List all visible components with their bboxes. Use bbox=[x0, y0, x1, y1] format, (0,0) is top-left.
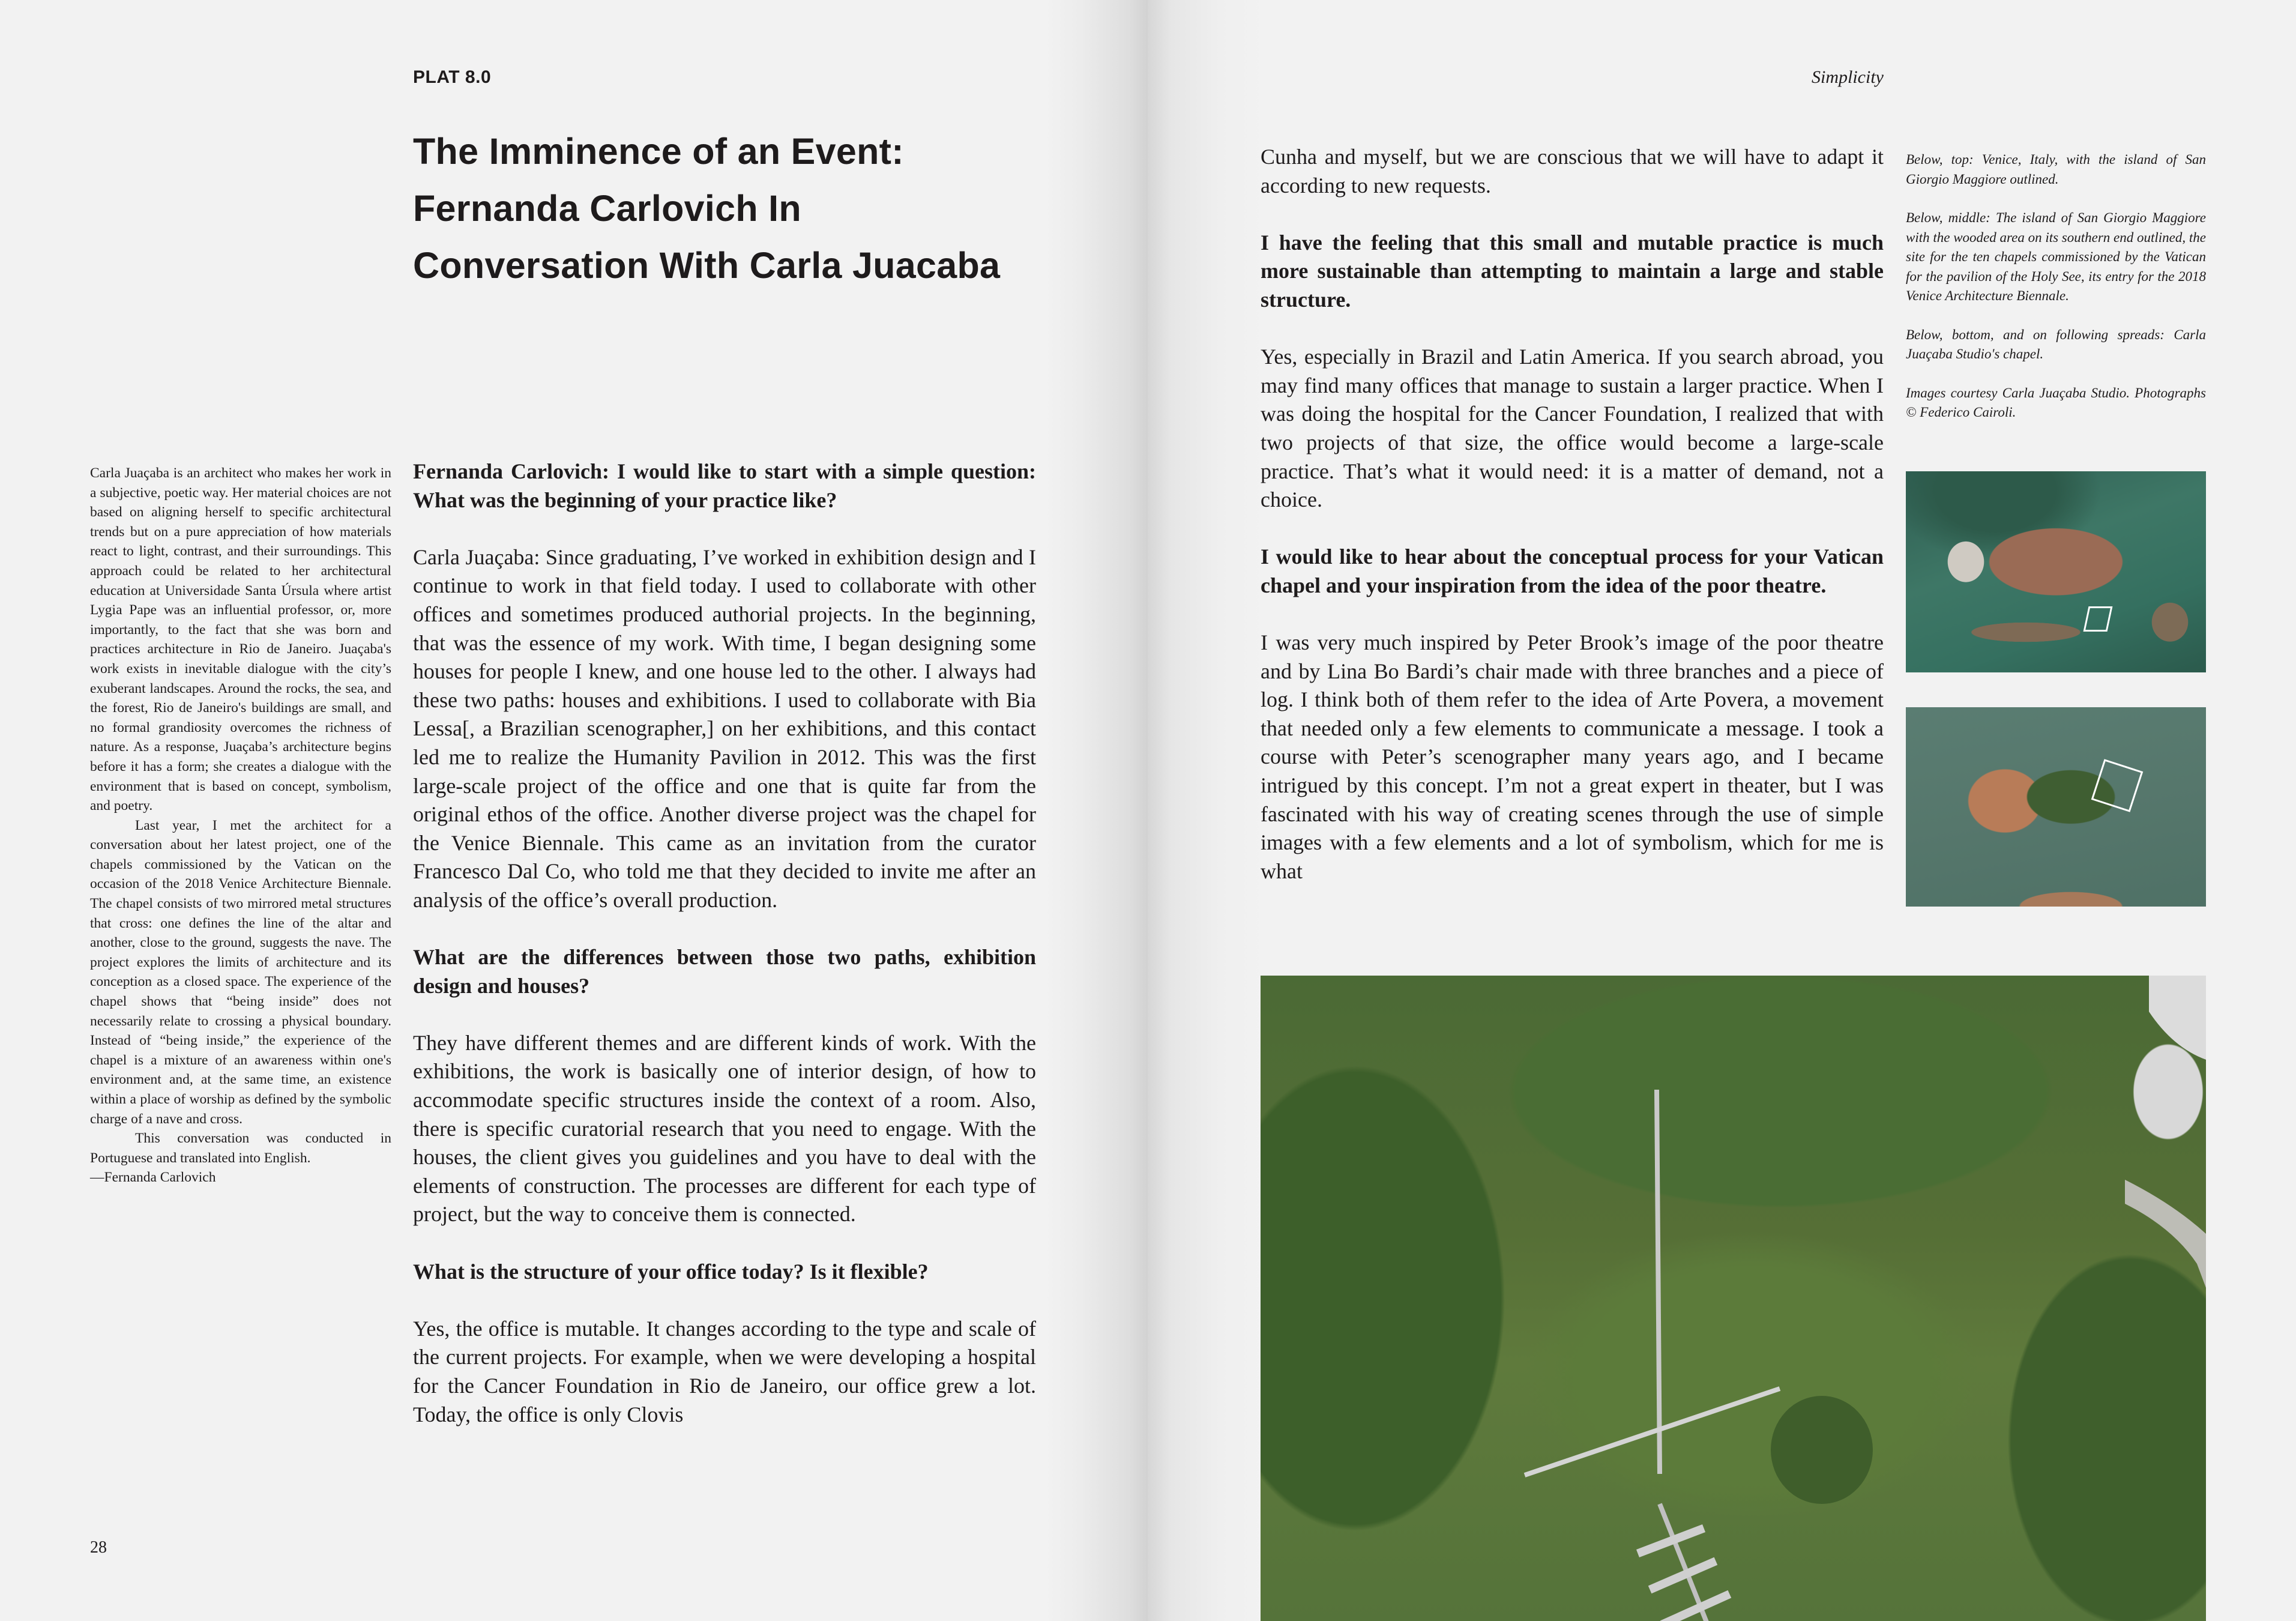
interview-answer: Carla Juaçaba: Since graduating, I’ve worked in exhibition design and I continue to work in that field today. I used to collaborate with other offices and sometimes produced authorial projects. In the beginning, that was the essence of my work. With time, I began designing some houses for people I knew, and one house led to the other. I always had these two paths: houses and exhibitions. I used to collaborate with Bia Lessa[, a Brazilian scenographer,] on her exhibitions, and this contact led me to realize the Humanity Pavilion in 2012. This was the first large-scale project of the office and one that is quite far from the original ethos of the office. Another diverse project was the chapel for the Venice Biennale. This came as an invitation from the curator Francesco Dal Co, who told me that they decided to invite me after an analysis of the office’s overall production. bbox=[413, 545, 1036, 912]
interview-answer: They have different themes and are different kinds of work. With the exhibitions, the work is basically one of interior design, of how to accommodate specific structures inside the context of a room. Also, there is specific curatorial research that you need to engage. With the houses, the client gives you guidelines and you have to deal with the elements of construction. The processes are different for each type of project, but the way to conceive them is connected. bbox=[413, 1030, 1036, 1227]
translation-note: This conversation was conducted in Portuguese and translated into English. bbox=[90, 1130, 391, 1166]
interview-question: What is the structure of your office today? Is it flexible? bbox=[413, 1259, 929, 1284]
interview-column-right bbox=[1261, 143, 1884, 914]
caption-top: Below, top: Venice, Italy, with the island of San Giorgio Maggiore outlined. bbox=[1906, 152, 2206, 187]
venice-aerial-photo bbox=[1906, 471, 2206, 672]
page-number: 28 bbox=[90, 1538, 107, 1557]
introduction-sidebar bbox=[90, 463, 391, 1188]
caption-middle: Below, middle: The island of San Giorgio Maggiore with the wooded area on its southern end outlined, the site for the ten chapels commissioned by the Vatican for the pavilion of the Holy See, its entry for the 2018 Venice Architecture Biennale. bbox=[1906, 210, 2206, 303]
interview-question: I have the feeling that this small and mutable practice is much more sustainable than attempting to maintain a large and stable structure. bbox=[1261, 230, 1884, 312]
interview-question: Fernanda Carlovich: I would like to start with a simple question: What was the beginning of your practice like? bbox=[413, 459, 1036, 512]
mirrored-cross-structure-icon bbox=[1261, 976, 2206, 1621]
interview-answer: Yes, the office is mutable. It changes according to the type and scale of the current projects. For example, when we were developing a hospital for the Cancer Foundation in Rio de Janeiro, our office grew a lot. Today, the office is only Clovis bbox=[413, 1316, 1036, 1426]
chapel-photo bbox=[1261, 976, 2206, 1621]
image-credits: Images courtesy Carla Juaçaba Studio. Photographs © Federico Cairoli. bbox=[1906, 385, 2206, 420]
interview-answer: Cunha and myself, but we are conscious that we will have to adapt it according to new requests. bbox=[1261, 145, 1884, 198]
san-giorgio-island-photo bbox=[1906, 707, 2206, 907]
intro-paragraph: Carla Juaçaba is an architect who makes her work in a subjective, poetic way. Her material choices are not based on aligning herself to specific architectural trends but on a pure appreciation of how materials react to light, contrast, and their surroundings. This approach could be related to her architectural education at Universidade Santa Úrsula where artist Lygia Pape was an influential professor, or, more importantly, to the fact that she was born and practices architecture in Rio de Janeiro. Juaçaba's work exists in inevitable dialogue with the city’s exuberant landscapes. Around the rocks, the sea, and the forest, Rio de Janeiro's buildings are small, and no formal grandiosity overcomes the richness of nature. As a response, Juaçaba’s architecture begins before it has a form; she creates a dialogue with the environment that is based on concept, symbolism, and poetry. bbox=[90, 465, 391, 814]
title-line: Conversation With Carla Juacaba bbox=[413, 245, 1001, 286]
interview-question: I would like to hear about the conceptual process for your Vatican chapel and your inspiration from the idea of the poor theatre. bbox=[1261, 545, 1884, 597]
intro-paragraph: Last year, I met the architect for a conversation about her latest project, one of the chapels commissioned by the Vatican on the occasion of the 2018 Venice Architecture Biennale. The chapel consists of two mirrored metal structures that cross: one defines the line of the altar and another, close to the ground, suggests the nave. The project explores the limits of architecture and its conception as a closed space. The experience of the chapel shows that “being inside” does not necessarily relate to crossing a physical boundary. Instead of “being inside,” the experience of the chapel is a mixture of an awareness within one's environment and, at the same time, an existence within a place of worship as defined by the symbolic charge of a nave and cross. bbox=[90, 817, 391, 1127]
interview-answer: I was very much inspired by Peter Brook’s image of the poor theatre and by Lina Bo Bardi’s chair made with three branches and a piece of log. I think both of them refer to the idea of Arte Povera, a movement that needed only a few elements to communicate a message. I took a course with Peter’s scenographer many years ago, and I became intrigued by this concept. I’m not a great expert in theater, but I was fascinated with his way of creating scenes through the use of simple images with a few elements and a lot of symbolism, which for me is what bbox=[1261, 630, 1884, 883]
title-line: The Imminence of an Event: bbox=[413, 131, 904, 172]
author-signature: —Fernanda Carlovich bbox=[90, 1170, 216, 1186]
article-title bbox=[413, 123, 1073, 294]
island-outline-marker bbox=[2084, 606, 2113, 632]
running-head-section: Simplicity bbox=[1812, 67, 1884, 87]
wooded-area-outline-marker bbox=[2091, 759, 2144, 812]
running-head-publication: PLAT 8.0 bbox=[413, 67, 492, 87]
interview-answer: Yes, especially in Brazil and Latin America. If you search abroad, you may find many offices that manage to sustain a larger practice. When I was doing the hospital for the Cancer Foundation, I realized that with two projects of that size, the office would become a large-scale practice. That’s what it would need: it is a matter of demand, not a choice. bbox=[1261, 345, 1884, 512]
interview-column-left bbox=[413, 457, 1036, 1458]
image-captions bbox=[1906, 150, 2206, 442]
interview-question: What are the differences between those two paths, exhibition design and houses? bbox=[413, 945, 1036, 998]
title-line: Fernanda Carlovich In bbox=[413, 188, 801, 229]
caption-bottom: Below, bottom, and on following spreads: Carla Juaçaba Studio's chapel. bbox=[1906, 327, 2206, 361]
